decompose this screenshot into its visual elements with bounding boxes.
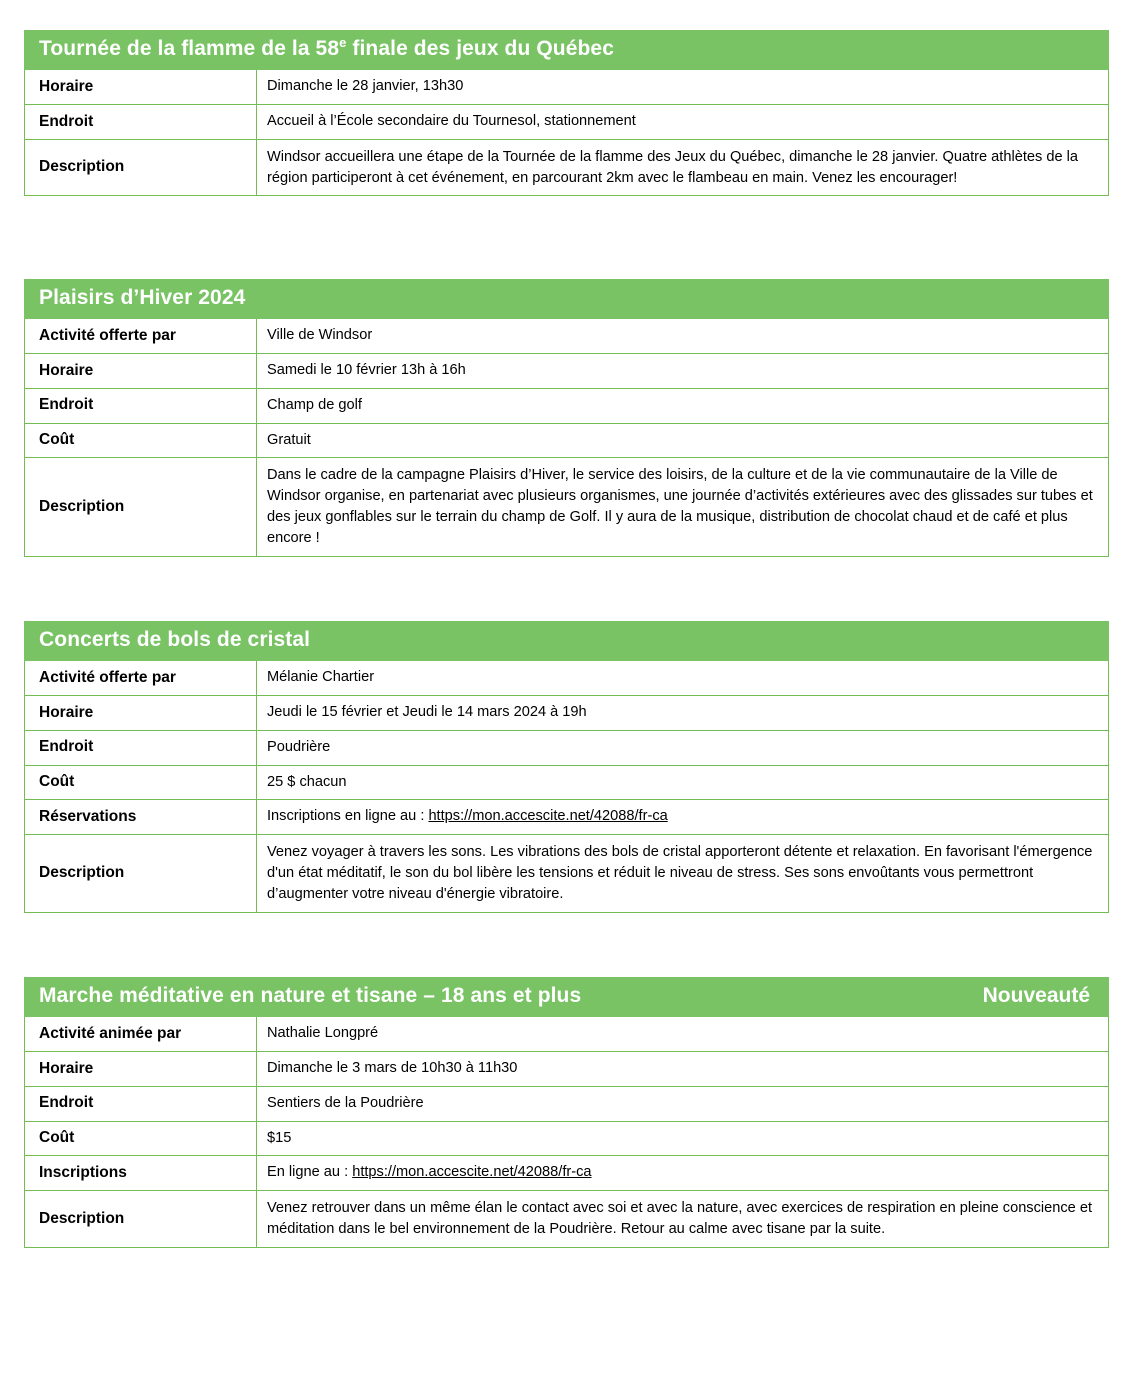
table-row [25, 730, 1109, 765]
table-row [25, 835, 1109, 913]
row-label: Description [25, 458, 257, 556]
row-label: Description [25, 1191, 257, 1248]
row-label: Horaire [25, 353, 257, 388]
event-title-text: Plaisirs d’Hiver 2024 [39, 286, 246, 310]
event-header-row [25, 622, 1109, 661]
new-badge: Nouveauté [982, 984, 1090, 1008]
table-row [25, 1191, 1109, 1248]
table-row [25, 104, 1109, 139]
table-row [25, 458, 1109, 556]
event-title [39, 628, 310, 652]
table-row [25, 1156, 1109, 1191]
row-value: Venez voyager à travers les sons. Les vibrations des bols de cristal apporteront détente et relaxation. En favorisant l'émergence d'un état méditatif, le son du bol libère les tensions et réduit le niveau de stress. Ses sons envoûtants vous permettront d’augmenter votre niveau d'énergie vibratoire. [257, 835, 1109, 913]
event-title-text: Concerts de bols de cristal [39, 628, 311, 652]
event-table [24, 279, 1109, 557]
table-row [25, 423, 1109, 458]
registration-link[interactable]: https://mon.accescite.net/42088/fr-ca [352, 1164, 592, 1181]
event-header-row [25, 280, 1109, 319]
row-value-prefix: Inscriptions en ligne au : [267, 808, 429, 825]
row-value: Mélanie Chartier [257, 661, 1109, 696]
row-label: Endroit [25, 388, 257, 423]
row-value-prefix: En ligne au : [267, 1164, 353, 1181]
table-row [25, 1086, 1109, 1121]
row-label: Endroit [25, 1086, 257, 1121]
row-label: Activité offerte par [25, 661, 257, 696]
event-header-row [25, 31, 1109, 70]
row-label: Horaire [25, 695, 257, 730]
row-value: Dans le cadre de la campagne Plaisirs d’Hiver, le service des loisirs, de la culture et de la vie communautaire de la Ville de Windsor organise, en partenariat avec plusieurs organismes, une journée d’activités extérieures avec des glissades sur tubes et des jeux gonflables sur le terrain du champ de Golf. Il y aura de la musique, distribution de chocolat chaud et de café et plus encore ! [257, 458, 1109, 556]
table-row [25, 319, 1109, 354]
row-label: Coût [25, 423, 257, 458]
row-label: Activité offerte par [25, 319, 257, 354]
event-header-cell [25, 622, 1109, 661]
table-row [25, 1051, 1109, 1086]
event-table [24, 621, 1109, 913]
row-label: Endroit [25, 104, 257, 139]
row-value: Windsor accueillera une étape de la Tournée de la flamme des Jeux du Québec, dimanche le 28 janvier. Quatre athlètes de la région participeront à cet événement, en parcourant 2km avec le flambeau en main. Venez les encourager! [257, 139, 1109, 196]
row-label: Horaire [25, 1051, 257, 1086]
event-title-text: Marche méditative en nature et tisane – 18 ans et plus [39, 984, 582, 1008]
event-title [39, 37, 614, 61]
row-label: Endroit [25, 730, 257, 765]
row-label: Coût [25, 765, 257, 800]
row-value: Dimanche le 3 mars de 10h30 à 11h30 [257, 1051, 1109, 1086]
table-row [25, 353, 1109, 388]
row-value: Samedi le 10 février 13h à 16h [257, 353, 1109, 388]
event-header-row [25, 978, 1109, 1017]
row-value: Sentiers de la Poudrière [257, 1086, 1109, 1121]
row-label: Horaire [25, 70, 257, 105]
event-header-cell [25, 280, 1109, 319]
event-table [24, 30, 1109, 196]
row-value [257, 1156, 1109, 1191]
row-label: Activité animée par [25, 1017, 257, 1052]
table-row [25, 388, 1109, 423]
table-row [25, 695, 1109, 730]
event-title [39, 286, 245, 310]
row-value: Jeudi le 15 février et Jeudi le 14 mars 2024 à 19h [257, 695, 1109, 730]
row-label: Coût [25, 1121, 257, 1156]
row-value [257, 800, 1109, 835]
event-title-text-cont: finale des jeux du Québec [346, 37, 614, 61]
row-value: Dimanche le 28 janvier, 13h30 [257, 70, 1109, 105]
row-label: Description [25, 139, 257, 196]
row-label: Description [25, 835, 257, 913]
registration-link[interactable]: https://mon.accescite.net/42088/fr-ca [428, 808, 668, 825]
row-value: Poudrière [257, 730, 1109, 765]
table-row [25, 1121, 1109, 1156]
table-row [25, 1017, 1109, 1052]
row-label: Inscriptions [25, 1156, 257, 1191]
row-value: Ville de Windsor [257, 319, 1109, 354]
row-value: Venez retrouver dans un même élan le contact avec soi et avec la nature, avec exercices de respiration en pleine conscience et méditation dans le bel environnement de la Poudrière. Retour au calme avec tisane par la suite. [257, 1191, 1109, 1248]
row-value: Nathalie Longpré [257, 1017, 1109, 1052]
table-row [25, 800, 1109, 835]
table-row [25, 661, 1109, 696]
row-value: Gratuit [257, 423, 1109, 458]
event-title [39, 984, 581, 1008]
event-table [24, 977, 1109, 1248]
event-header-cell [25, 978, 1109, 1017]
row-value: $15 [257, 1121, 1109, 1156]
event-title-superscript: e [339, 35, 347, 51]
table-row [25, 139, 1109, 196]
row-value: Accueil à l’École secondaire du Tournesol, stationnement [257, 104, 1109, 139]
event-header-cell [25, 31, 1109, 70]
row-value: Champ de golf [257, 388, 1109, 423]
row-label: Réservations [25, 800, 257, 835]
row-value: 25 $ chacun [257, 765, 1109, 800]
table-row [25, 765, 1109, 800]
table-row [25, 70, 1109, 105]
event-title-text: Tournée de la flamme de la 58 [39, 37, 340, 61]
